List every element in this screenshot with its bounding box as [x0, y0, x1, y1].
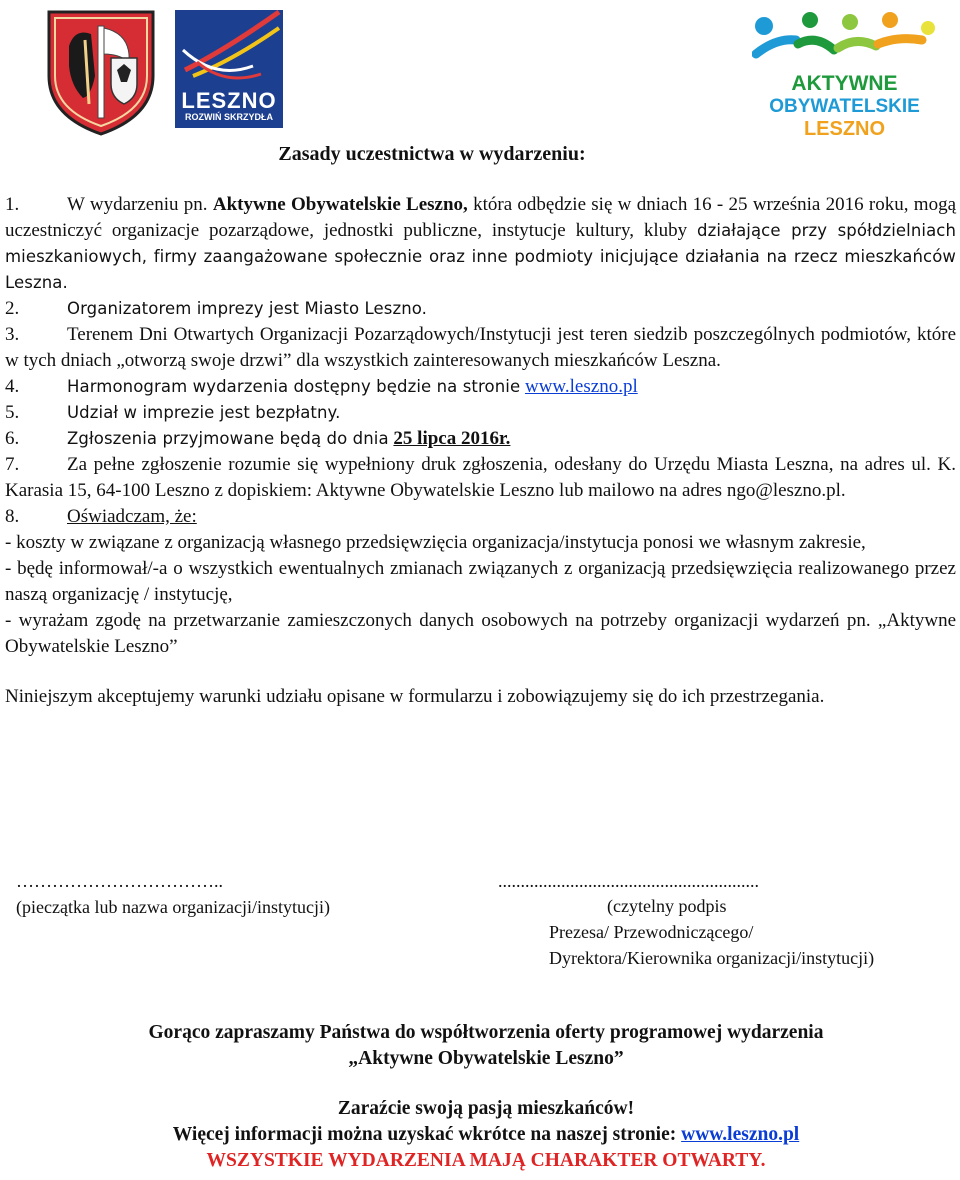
- wings-icon: [175, 10, 283, 90]
- footer: [0, 1020, 960, 1174]
- rule-2-text: Organizatorem imprezy jest Miasto Leszno.: [67, 299, 428, 318]
- acceptance-statement: Niniejszym akceptujemy warunki udziału opisane w formularzu i zobowiązujemy się do ich przestrzegania.: [5, 686, 825, 707]
- leszno-city-logo: [175, 10, 283, 128]
- president-signature-line: ..........................................................: [498, 871, 759, 891]
- leszno-logo-word: LESZNO: [181, 88, 277, 113]
- invitation-line-1: Gorąco zapraszamy Państwa do współtworzenia oferty programowej wydarzenia: [148, 1022, 824, 1043]
- page-title: Zasady uczestnictwa w wydarzeniu:: [278, 143, 586, 165]
- rule-number: 5.: [5, 402, 20, 423]
- president-signature-label-2: Prezesa/ Przewodniczącego/: [549, 922, 754, 942]
- leszno-logo-tagline: ROZWIŃ SKRZYDŁA: [185, 112, 273, 122]
- rule-number: 7.: [5, 454, 20, 475]
- organization-signature-label: (pieczątka lub nazwa organizacji/instytucji): [16, 897, 331, 917]
- event-name: Aktywne Obywatelskie Leszno,: [212, 194, 468, 215]
- declaration-3: - wyrażam zgodę na przetwarzanie zamieszczonych danych osobowych na potrzeby organizacji wydarzeń pn. „Aktywne Obywatelskie Leszno”: [5, 610, 956, 657]
- declaration-1: - koszty w związane z organizacją własnego przedsięwzięcia organizacja/instytucja ponosi we własnym zakresie,: [5, 532, 866, 553]
- leszno-website-link[interactable]: www.leszno.pl: [524, 376, 638, 397]
- rule-5: [5, 400, 956, 426]
- rule-7-text: Za pełne zgłoszenie rozumie się wypełniony druk zgłoszenia, odesłany do Urzędu Miasta Leszna, na adres ul. K. Karasia 15, 64-100 Leszno z dopiskiem: Aktywne Obywatelskie Leszno lub mailowo na adres ngo@leszno.pl.: [5, 454, 956, 501]
- organization-signature-block: [16, 868, 330, 920]
- president-signature-label-3: Dyrektora/Kierownika organizacji/instytucji): [549, 948, 875, 968]
- rule-8: [5, 504, 956, 530]
- aktywne-obywatelskie-leszno-logo: [752, 10, 937, 138]
- rule-3: [5, 322, 956, 374]
- rule-number: 2.: [5, 298, 20, 319]
- aol-logo-line-3: LESZNO: [803, 118, 886, 140]
- rule-8-text: Oświadczam, że:: [67, 506, 197, 527]
- president-signature-label-1: (czytelny podpis: [607, 896, 727, 916]
- footer-slogan: Zaraźcie swoją pasją mieszkańców!: [337, 1098, 635, 1119]
- rule-4-text: Harmonogram wydarzenia dostępny będzie na stronie: [67, 377, 521, 396]
- open-events-notice: WSZYSTKIE WYDARZENIA MAJĄ CHARAKTER OTWARTY.: [206, 1150, 766, 1171]
- rules-body: [5, 192, 956, 710]
- rule-2: [5, 296, 956, 322]
- rule-number: 4.: [5, 376, 20, 397]
- rule-number: 3.: [5, 324, 20, 345]
- leszno-coat-of-arms-logo: [45, 6, 157, 136]
- more-info-line: [0, 1122, 960, 1148]
- rule-1-text-c: działające przy spółdzielniach mieszkaniowych, firmy zaangażowane społecznie oraz inne podmioty inicjujące działania na rzecz mieszkańców Leszna.: [5, 221, 957, 292]
- rule-number: 1.: [5, 194, 20, 215]
- rule-3-text: Terenem Dni Otwartych Organizacji Pozarządowych/Instytucji jest teren siedzib poszczególnych podmiotów, które w tych dniach „otworzą swoje drzwi” dla wszystkich zainteresowanych mieszkańców Leszna.: [5, 324, 956, 371]
- rule-7: [5, 452, 956, 504]
- invitation-line-2: „Aktywne Obywatelskie Leszno”: [348, 1048, 624, 1069]
- more-info-text: Więcej informacji można uzyskać wkrótce na naszej stronie:: [172, 1124, 677, 1145]
- spacer: [5, 660, 956, 684]
- rule-number: 6.: [5, 428, 20, 449]
- president-signature-block: [549, 893, 874, 971]
- rule-number: 8.: [5, 506, 20, 527]
- organization-signature-line: ……………………………..: [16, 871, 223, 891]
- rule-5-text: Udział w imprezie jest bezpłatny.: [67, 403, 341, 422]
- people-icon: [752, 10, 937, 70]
- rule-6: [5, 426, 956, 452]
- deadline-date: 25 lipca 2016r.: [393, 428, 511, 449]
- rule-1: [5, 192, 956, 296]
- declaration-2: - będę informował/-a o wszystkich ewentualnych zmianach związanych z organizacją przedsięwzięcia realizowanego przez naszą organizację / instytucję,: [5, 558, 956, 605]
- spacer: [0, 1072, 960, 1096]
- aol-logo-line-1: AKTYWNE: [791, 72, 898, 95]
- rule-4: [5, 374, 956, 400]
- footer-website-link[interactable]: www.leszno.pl: [681, 1124, 800, 1145]
- rule-1-text-a: W wydarzeniu pn.: [67, 194, 208, 215]
- rule-1-text-b: która odbędzie się w dniach 16 - 25 września 2016 roku, mogą uczestniczyć organizacje pozarządowe, jednostki publiczne, instytucje kultury, kluby: [5, 194, 957, 241]
- rule-6-text: Zgłoszenia przyjmowane będą do dnia: [67, 429, 389, 448]
- aol-logo-line-2: OBYWATELSKIE: [769, 96, 920, 117]
